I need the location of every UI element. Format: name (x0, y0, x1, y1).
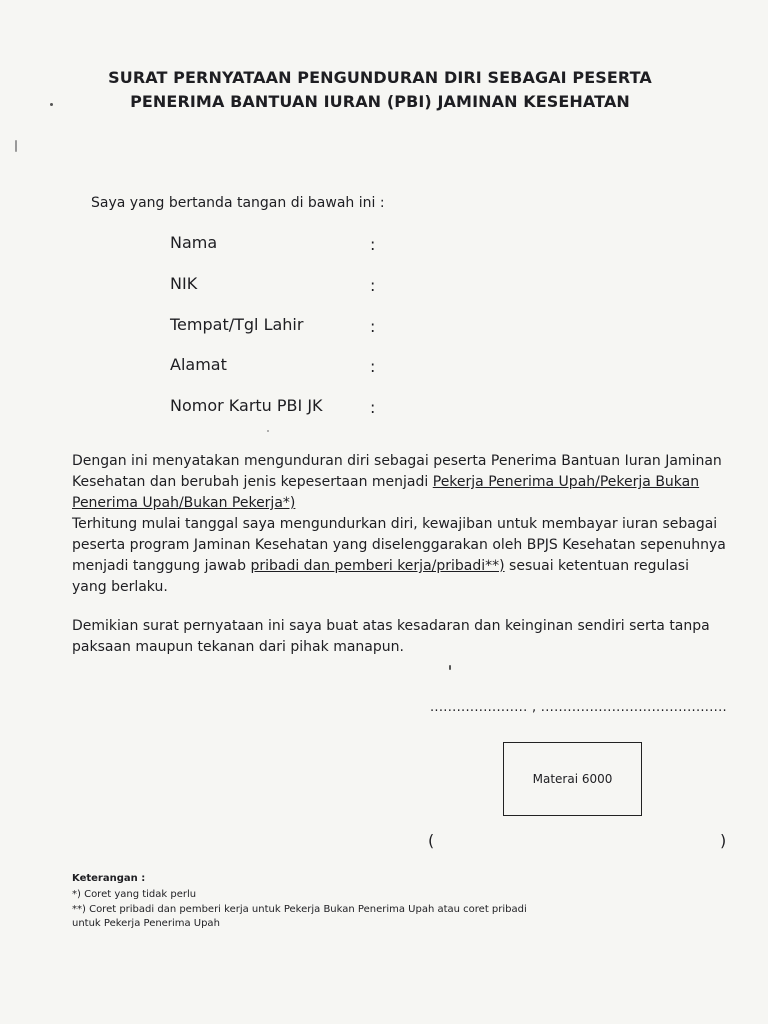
stamp-box (503, 742, 642, 816)
notes-title: Keterangan : (72, 873, 146, 884)
closing-line-1: Demikian surat pernyataan ini saya buat atas kesadaran dan keinginan sendiri serta tanpa (72, 618, 710, 634)
field-label-nama: Nama (170, 233, 218, 252)
field-colon-nama: : (370, 235, 376, 254)
statement-line-5: peserta program Jaminan Kesehatan yang diselenggarakan oleh BPJS Kesehatan sepenuhnya (72, 537, 726, 553)
participant-type-option-cont: Penerima Upah/Bukan Pekerja*) (72, 495, 296, 511)
closing-paragraph (72, 616, 752, 658)
statement-line-2 (72, 472, 752, 493)
statement-line-6-tail: sesuai ketentuan regulasi (504, 558, 689, 574)
field-colon-tempat-tgl-lahir: : (370, 317, 376, 336)
statement-line-7: yang berlaku. (72, 579, 168, 595)
note-item-3: untuk Pekerja Penerima Upah (72, 918, 220, 929)
note-item-1: *) Coret yang tidak perlu (72, 889, 197, 900)
statement-line-6 (72, 556, 752, 577)
note-item-2: **) Coret pribadi dan pemberi kerja untuk Pekerja Bukan Penerima Upah atau coret pribadi (72, 904, 527, 915)
signature-close-paren: ) (720, 831, 727, 850)
document-title (100, 66, 660, 114)
statement-line-6-text: menjadi tanggung jawab (72, 558, 251, 574)
place-date-line: ...................... , .......................................... (430, 700, 727, 715)
closing-line-2: paksaan maupun tekanan dari pihak manapun. (72, 639, 404, 655)
scan-speck (50, 103, 53, 106)
intro-text: Saya yang bertanda tangan di bawah ini : (91, 195, 385, 211)
statement-line-4: Terhitung mulai tanggal saya mengundurkan diri, kewajiban untuk membayar iuran sebagai (72, 516, 718, 532)
stamp-label: Materai 6000 (532, 772, 613, 786)
statement-paragraph (72, 451, 752, 598)
scan-speck (267, 430, 269, 432)
title-line-1: SURAT PERNYATAAN PENGUNDURAN DIRI SEBAGAI PESERTA (108, 68, 652, 87)
field-colon-alamat: : (370, 357, 376, 376)
statement-line-2-text: Kesehatan dan berubah jenis kepesertaan menjadi (72, 474, 433, 490)
field-label-tempat-tgl-lahir: Tempat/Tgl Lahir (170, 315, 304, 334)
title-line-2: PENERIMA BANTUAN IURAN (PBI) JAMINAN KESEHATAN (130, 92, 630, 111)
statement-line-1: Dengan ini menyatakan mengunduran diri sebagai peserta Penerima Bantuan Iuran Jaminan (72, 453, 722, 469)
scan-speck (449, 665, 451, 670)
field-label-nomor-kartu: Nomor Kartu PBI JK (170, 396, 323, 415)
field-label-nik: NIK (170, 274, 198, 293)
responsibility-option: pribadi dan pemberi kerja/pribadi**) (250, 558, 505, 574)
signature-open-paren: ( (428, 831, 435, 850)
participant-type-option: Pekerja Penerima Upah/Pekerja Bukan (432, 474, 700, 490)
scan-mark (15, 140, 17, 152)
field-label-alamat: Alamat (170, 355, 227, 374)
field-colon-nik: : (370, 276, 376, 295)
field-colon-nomor-kartu: : (370, 398, 376, 417)
statement-line-3 (72, 493, 752, 514)
